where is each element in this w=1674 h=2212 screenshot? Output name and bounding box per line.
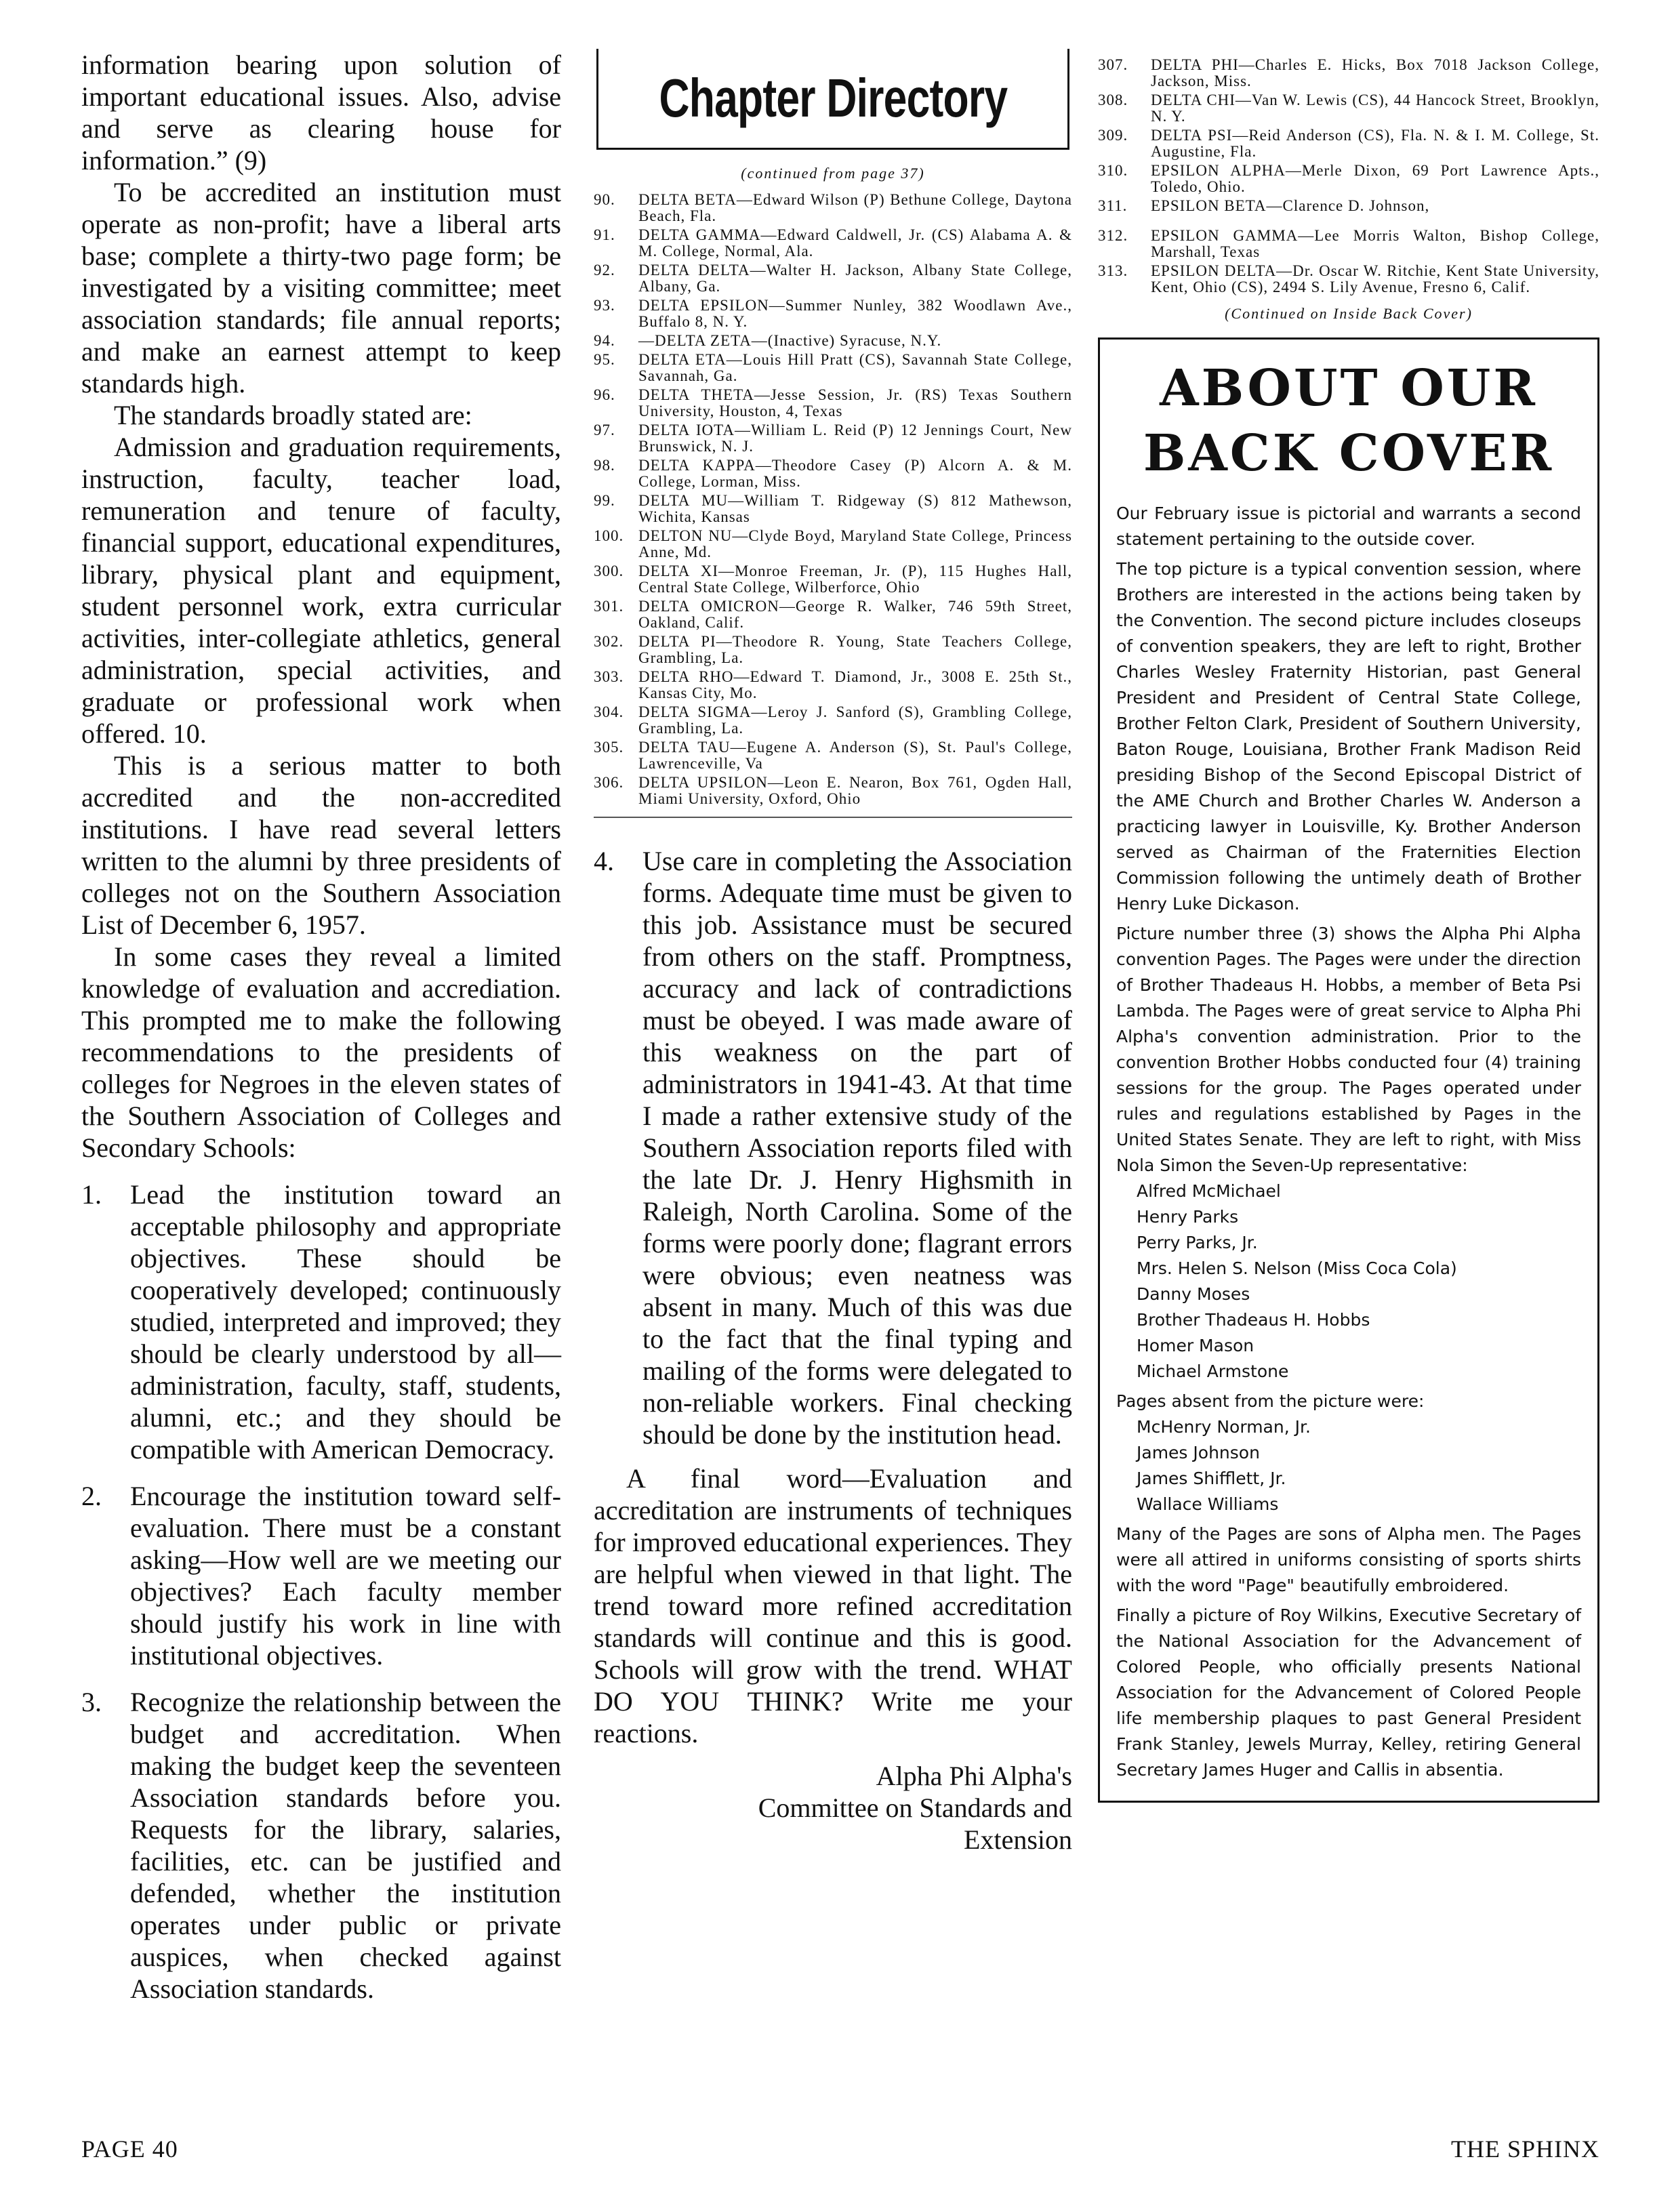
directory-entry xyxy=(1098,263,1599,295)
directory-entry xyxy=(594,634,1072,666)
list-item xyxy=(594,845,1072,1450)
entry-number: 312. xyxy=(1098,227,1128,244)
entry-number: 304. xyxy=(594,703,624,720)
paragraph: Admission and graduation requirements, instruction, faculty, teacher load, remuneration and tenure of faculty, financial support, educational expenditures, library, physical plant and equipment, student personnel work, extra curricular activities, inter-collegiate athletics, general administration, special activities, and graduate or professional work when offered. 10. xyxy=(81,432,561,749)
entry-text: DELTON NU—Clyde Boyd, Maryland State College, Princess Anne, Md. xyxy=(638,527,1072,560)
entry-text: DELTA EPSILON—Summer Nunley, 382 Woodlawn Ave., Buffalo 8, N. Y. xyxy=(638,297,1072,330)
entry-number: 92. xyxy=(594,262,615,279)
entry-number: 303. xyxy=(594,668,624,685)
entry-text: DELTA CHI—Van W. Lewis (CS), 44 Hancock Street, Brooklyn, N. Y. xyxy=(1151,91,1599,125)
entry-text: DELTA BETA—Edward Wilson (P) Bethune College, Daytona Beach, Fla. xyxy=(638,191,1072,224)
paragraph: The top picture is a typical convention session, where Brothers are interested in the actions being taken by the Convention. The second picture includes closeups of convention speakers, they are left to right, Brother Charles Wesley Fraternity Historian, past General President and President of Central State College, Brother Felton Clark, President of Southern University, Baton Rouge, Louisiana, Brother Frank Madison Reid presiding Bishop of the Second Episcopal District of the AME Church and Brother Charles W. Anderson a practicing lawyer in Louisville, Ky. Brother Anderson served as Chairman of the Fraternities Election Commission following the untimely death of Brother Henry Luke Dickason. xyxy=(1116,559,1581,914)
entry-number: 95. xyxy=(594,351,615,368)
paragraph: A final word—Evaluation and accreditation are instruments of techniques for improved educational experiences. They are helpful when viewed in that light. The trend toward more refined accreditation standards will continue and this is good. Schools will grow with the trend. WHAT DO YOU THINK? Write me your reactions. xyxy=(594,1463,1072,1748)
directory-entry xyxy=(594,457,1072,490)
entry-text: DELTA GAMMA—Edward Caldwell, Jr. (CS) Alabama A. & M. College, Normal, Ala. xyxy=(638,226,1072,260)
list-item: Danny Moses xyxy=(1137,1284,1250,1304)
list-item: Homer Mason xyxy=(1137,1336,1254,1355)
directory-entry xyxy=(594,262,1072,295)
directory-entry xyxy=(594,704,1072,737)
entry-text: DELTA KAPPA—Theodore Casey (P) Alcorn A. & M. College, Lorman, Miss. xyxy=(638,457,1072,490)
list-item: Michael Armstone xyxy=(1137,1361,1289,1381)
entry-text: DELTA THETA—Jesse Session, Jr. (RS) Texas Southern University, Houston, 4, Texas xyxy=(638,386,1072,419)
directory-entry xyxy=(594,387,1072,419)
list-item: McHenry Norman, Jr. xyxy=(1137,1417,1311,1437)
entry-text: DELTA PSI—Reid Anderson (CS), Fla. N. & I. M. College, St. Augustine, Fla. xyxy=(1151,127,1599,160)
chapter-directory-title: Chapter Directory xyxy=(659,68,1007,128)
entry-text: EPSILON DELTA—Dr. Oscar W. Ritchie, Kent State University, Kent, Ohio (CS), 2494 S. Lily Avenue, Fresno 6, Calif. xyxy=(1151,262,1599,295)
entry-text: DELTA XI—Monroe Freeman, Jr. (P), 115 Hughes Hall, Central State College, Wilberforce, Ohio xyxy=(638,562,1072,596)
entry-number: 309. xyxy=(1098,127,1128,144)
entry-text: DELTA DELTA—Walter H. Jackson, Albany State College, Albany, Ga. xyxy=(638,262,1072,295)
entry-number: 306. xyxy=(594,774,624,791)
entry-text: DELTA RHO—Edward T. Diamond, Jr., 3008 E. 25th St., Kansas City, Mo. xyxy=(638,668,1072,701)
entry-number: 305. xyxy=(594,739,624,756)
directory-entry xyxy=(1098,163,1599,195)
paragraph: Finally a picture of Roy Wilkins, Executive Secretary of the National Association for the Advancement of Colored People, who officially presents National Association for the Advancement of Colored People life membership plaques to past General President Frank Stanley, Jewels Murray, Kelley, retiring General Secretary James Huger and Callis in absentia. xyxy=(1116,1605,1581,1780)
entry-text: DELTA MU—William T. Ridgeway (S) 812 Mathewson, Wichita, Kansas xyxy=(638,492,1072,525)
list-item: James Shifflett, Jr. xyxy=(1137,1469,1286,1488)
entry-text: EPSILON GAMMA—Lee Morris Walton, Bishop College, Marshall, Texas xyxy=(1151,227,1599,260)
paragraph: Many of the Pages are sons of Alpha men. The Pages were all attired in uniforms consisting of sports shirts with the word "Page" beautifully embroidered. xyxy=(1116,1524,1581,1595)
paragraph: To be accredited an institution must operate as non-profit; have a liberal arts base; complete a thirty-two page form; be investigated by a visiting committee; meet association standards; file annual reports; and make an earnest attempt to keep standards high. xyxy=(81,177,561,398)
entry-number: 311. xyxy=(1098,197,1128,214)
list-item-number: 3. xyxy=(81,1687,102,1717)
directory-entry xyxy=(1098,228,1599,260)
paragraph: This is a serious matter to both accredited and the non-accredited institutions. I have read several letters written to the alumni by three presidents of colleges not on the Southern Association List of December 6, 1957. xyxy=(81,750,561,940)
entry-number: 301. xyxy=(594,598,624,615)
directory-entry xyxy=(594,739,1072,772)
about-title-line: BACK COVER xyxy=(1143,424,1555,483)
entry-number: 98. xyxy=(594,457,615,474)
list-item: Perry Parks, Jr. xyxy=(1137,1233,1258,1252)
directory-list xyxy=(594,192,1072,807)
signature-line: Committee on Standards and xyxy=(758,1793,1072,1823)
article-continuation xyxy=(594,845,1072,1749)
directory-list-continued xyxy=(1098,57,1599,295)
list-item: Henry Parks xyxy=(1137,1207,1239,1227)
about-title-line: ABOUT OUR xyxy=(1160,359,1538,417)
entry-number: 91. xyxy=(594,226,615,243)
directory-entry xyxy=(594,352,1072,384)
list-item-text: Lead the institution toward an acceptable philosophy and appropriate objectives. These should be cooperatively developed; continuously studied, interpreted and improved; they should be clearly understood by all—administration, faculty, staff, students, alumni, etc.; and they should be compatible with American Democracy. xyxy=(130,1179,561,1465)
directory-entry xyxy=(594,422,1072,455)
directory-entry xyxy=(594,227,1072,260)
directory-entry xyxy=(594,598,1072,631)
continued-on-note: (Continued on Inside Back Cover) xyxy=(1225,305,1473,322)
directory-entry xyxy=(594,298,1072,330)
continued-from-note: (continued from page 37) xyxy=(741,165,925,182)
absent-list xyxy=(1116,1414,1581,1517)
entry-text: DELTA PHI—Charles E. Hicks, Box 7018 Jackson College, Jackson, Miss. xyxy=(1151,56,1599,89)
entry-text: DELTA SIGMA—Leroy J. Sanford (S), Grambling College, Grambling, La. xyxy=(638,703,1072,737)
entry-text: DELTA OMICRON—George R. Walker, 746 59th Street, Oakland, Calif. xyxy=(638,598,1072,631)
paragraph: information bearing upon solution of important educational issues. Also, advise and serve as clearing house for information.” (9) xyxy=(81,49,561,176)
paragraph: Picture number three (3) shows the Alpha Phi Alpha convention Pages. The Pages were under the direction of Brother Thadeaus H. Hobbs, a member of Beta Psi Lambda. The Pages were of great service to Alpha Phi Alpha's convention administration. Prior to the convention Brother Hobbs conducted four (4) training sessions for the group. The Pages operated under rules and regulations established by Pages in the United States Senate. They are left to right, with Miss Nola Simon the Seven-Up representative: xyxy=(1116,924,1581,1175)
directory-entry xyxy=(594,775,1072,807)
directory-entry xyxy=(1098,127,1599,160)
entry-number: 100. xyxy=(594,527,624,544)
directory-entry xyxy=(594,493,1072,525)
list-item: Wallace Williams xyxy=(1137,1494,1279,1514)
entry-text: DELTA TAU—Eugene A. Anderson (S), St. Paul's College, Lawrenceville, Va xyxy=(638,739,1072,772)
directory-entry xyxy=(594,563,1072,596)
entry-text: EPSILON BETA—Clarence D. Johnson, xyxy=(1151,197,1430,214)
entry-number: 302. xyxy=(594,633,624,650)
list-item-text: Use care in completing the Association forms. Adequate time must be given to this job. Assistance must be secured from others on the staff. Promptness, accuracy and lack of contradictions must be obeyed. I was made aware of this weakness on the part of administrators in 1941-43. At that time I made a rather extensive study of the Southern Association reports filed with the late Dr. J. Henry Highsmith in Raleigh, North Carolina. Some of the forms were poorly done; flagrant errors were obvious; even neatness was absent in many. Much of this was due to the fact that the final typing and mailing of the forms were delegated to non-reliable workers. Final checking should be done by the institution head. xyxy=(642,846,1072,1450)
directory-entry xyxy=(594,192,1072,224)
entry-text: —DELTA ZETA—(Inactive) Syracuse, N.Y. xyxy=(638,332,942,349)
list-item xyxy=(81,1686,561,2005)
entry-number: 90. xyxy=(594,191,615,208)
entry-number: 307. xyxy=(1098,56,1128,73)
list-item-number: 4. xyxy=(594,846,614,876)
entry-number: 94. xyxy=(594,332,615,349)
signature-block xyxy=(594,1760,1072,1856)
middle-column xyxy=(594,49,1072,1856)
entry-number: 313. xyxy=(1098,262,1128,279)
paragraph: In some cases they reveal a limited knowledge of evaluation and accrediation. This prompted me to make the following recommendations to the presidents of colleges for Negroes in the eleven states of the Southern Association of Colleges and Secondary Schools: xyxy=(81,941,561,1163)
entry-number: 99. xyxy=(594,492,615,509)
directory-entry xyxy=(594,333,1072,349)
entry-text: DELTA PI—Theodore R. Young, State Teachers College, Grambling, La. xyxy=(638,633,1072,666)
page-number: PAGE 40 xyxy=(81,2135,178,2163)
about-back-cover-box xyxy=(1098,337,1599,1803)
entry-number: 97. xyxy=(594,422,615,438)
list-item-text: Recognize the relationship between the budget and accreditation. When making the budget keep the seventeen Association standards before you. Requests for the library, salaries, facilities, etc. can be justified and defended, whether the institution operates under public or private auspices, when checked against Association standards. xyxy=(130,1687,561,2004)
signature-line: Extension xyxy=(964,1824,1072,1855)
signature-line: Alpha Phi Alpha's xyxy=(876,1761,1072,1791)
list-item-number: 2. xyxy=(81,1481,102,1511)
entry-text: DELTA IOTA—William L. Reid (P) 12 Jennings Court, New Brunswick, N. J. xyxy=(638,422,1072,455)
list-item: Brother Thadeaus H. Hobbs xyxy=(1137,1310,1370,1330)
list-item: Alfred McMichael xyxy=(1137,1181,1281,1201)
publication-name: THE SPHINX xyxy=(1450,2135,1599,2163)
entry-number: 310. xyxy=(1098,162,1128,179)
entry-text: EPSILON ALPHA—Merle Dixon, 69 Port Lawrence Apts., Toledo, Ohio. xyxy=(1151,162,1599,195)
directory-entry xyxy=(1098,57,1599,89)
entry-number: 96. xyxy=(594,386,615,403)
paragraph: The standards broadly stated are: xyxy=(114,400,472,430)
entry-text: DELTA ETA—Louis Hill Pratt (CS), Savannah State College, Savannah, Ga. xyxy=(638,351,1072,384)
entry-text: DELTA UPSILON—Leon E. Nearon, Box 761, Ogden Hall, Miami University, Oxford, Ohio xyxy=(638,774,1072,807)
entry-number: 308. xyxy=(1098,91,1128,108)
directory-entry xyxy=(594,528,1072,560)
list-item xyxy=(81,1480,561,1671)
list-item xyxy=(81,1179,561,1465)
divider xyxy=(594,817,1072,818)
directory-entry xyxy=(1098,92,1599,125)
directory-entry xyxy=(594,669,1072,701)
absent-label: Pages absent from the picture were: xyxy=(1116,1391,1425,1411)
entry-number: 93. xyxy=(594,297,615,314)
list-item-number: 1. xyxy=(81,1179,102,1210)
chapter-directory-header xyxy=(596,49,1069,150)
pages-list xyxy=(1116,1179,1581,1385)
left-column xyxy=(81,49,561,2005)
list-item-text: Encourage the institution toward self-evaluation. There must be a constant asking—How well are we meeting our objectives? Each faculty member should justify his work in line with institutional objectives. xyxy=(130,1481,561,1671)
list-item: Mrs. Helen S. Nelson (Miss Coca Cola) xyxy=(1137,1258,1457,1278)
right-column xyxy=(1098,57,1599,1803)
about-title xyxy=(1116,356,1581,486)
directory-entry xyxy=(1098,198,1599,214)
paragraph: Our February issue is pictorial and warrants a second statement pertaining to the outside cover. xyxy=(1116,504,1581,549)
list-item: James Johnson xyxy=(1137,1443,1260,1462)
entry-number: 300. xyxy=(594,562,624,579)
